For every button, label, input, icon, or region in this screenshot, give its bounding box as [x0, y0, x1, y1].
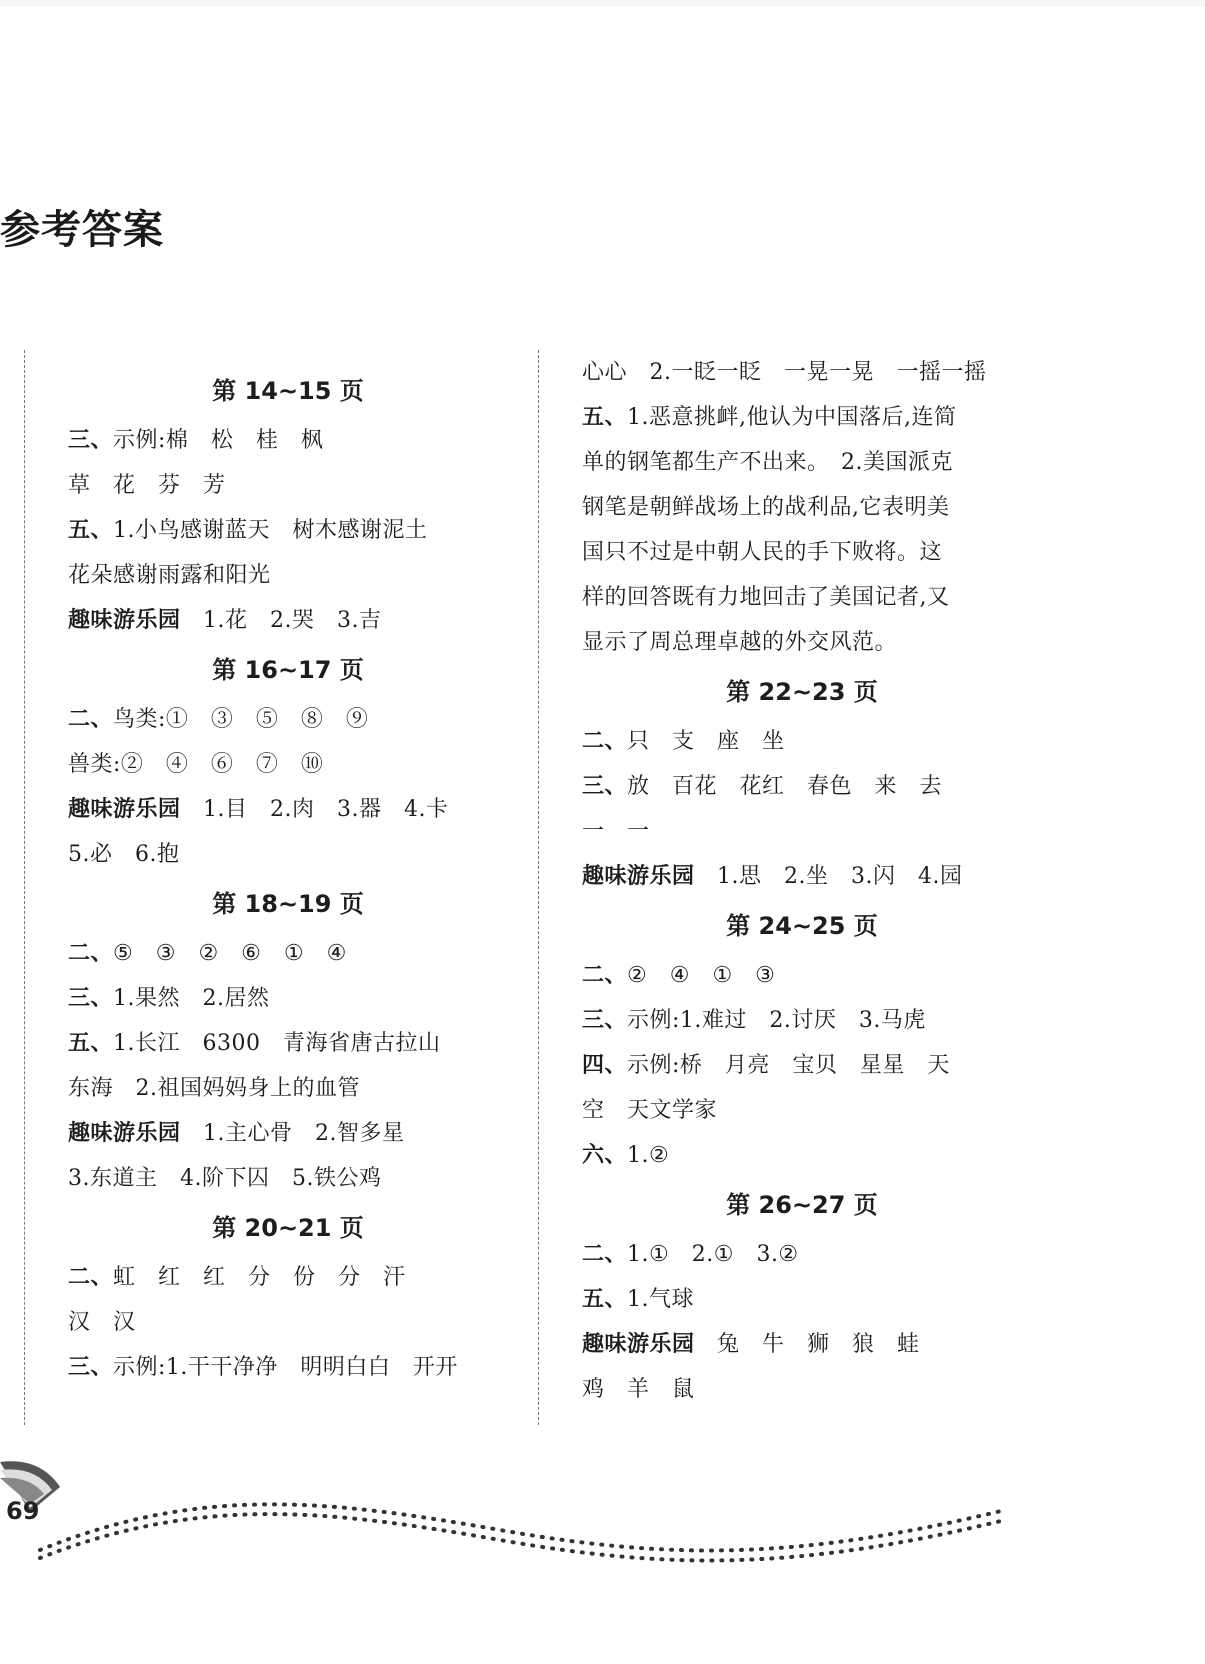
question-label: 趣味游乐园	[68, 608, 181, 633]
answer-line	[68, 1111, 508, 1156]
answer-line	[582, 1232, 1022, 1277]
answer-text: 1.恶意挑衅,他认为中国落后,连简	[627, 405, 957, 430]
answer-text: 示例:1.干干净净 明明白白 开开	[113, 1355, 458, 1380]
answer-text: 汉 汉	[68, 1310, 136, 1335]
answer-text: 兔 牛 狮 狼 蛙	[694, 1332, 920, 1357]
answer-text: 钢笔是朝鲜战场上的战利品,它表明美	[582, 495, 950, 520]
answer-line	[68, 1300, 508, 1345]
answer-line	[582, 440, 1022, 485]
answer-line	[582, 350, 1022, 395]
answer-line	[68, 1255, 508, 1300]
answer-line	[582, 1367, 1022, 1412]
question-label: 四、	[582, 1053, 628, 1078]
answer-text: ② ④ ① ③	[627, 963, 776, 988]
left-margin-divider	[24, 350, 25, 1425]
answer-text: 单的钢笔都生产不出来。 2.美国派克	[582, 450, 953, 475]
section-heading: 第 24~25 页	[726, 912, 878, 940]
answer-text: 兽类:② ④ ⑥ ⑦ ⑩	[68, 752, 324, 777]
answer-text: 1.花 2.哭 3.吉	[180, 608, 382, 633]
answer-line	[68, 1021, 508, 1066]
answer-line	[582, 1133, 1022, 1178]
answer-text: 3.东道主 4.阶下囚 5.铁公鸡	[68, 1166, 382, 1191]
answer-line	[68, 931, 508, 976]
answer-text: 1.目 2.肉 3.器 4.卡	[180, 797, 449, 822]
answer-line	[582, 998, 1022, 1043]
answer-text: 一 一	[582, 819, 650, 844]
answer-line	[68, 418, 508, 463]
answer-text: 1.主心骨 2.智多星	[180, 1121, 405, 1146]
question-label: 三、	[582, 774, 628, 799]
dotted-wave-decoration	[0, 1490, 1010, 1570]
right-answer-column	[582, 350, 1022, 1412]
question-label: 六、	[582, 1143, 628, 1168]
answer-line	[582, 809, 1022, 854]
question-label: 三、	[582, 1008, 628, 1033]
question-label: 趣味游乐园	[68, 1121, 181, 1146]
question-label: 二、	[582, 729, 628, 754]
question-label: 三、	[68, 1355, 114, 1380]
answer-text: 显示了周总理卓越的外交风范。	[582, 630, 898, 655]
answer-line	[582, 719, 1022, 764]
answer-line	[68, 1156, 508, 1201]
answer-text: 样的回答既有力地回击了美国记者,又	[582, 585, 950, 610]
answer-line	[582, 953, 1022, 998]
answer-line	[68, 787, 508, 832]
answer-text: 国只不过是中朝人民的手下败将。这	[582, 540, 943, 565]
answer-line	[582, 575, 1022, 620]
answer-line	[68, 508, 508, 553]
answer-line	[582, 395, 1022, 440]
top-edge	[0, 0, 1205, 6]
answer-text: 鸡 羊 鼠	[582, 1377, 695, 1402]
question-label: 五、	[582, 1287, 628, 1312]
answer-line	[582, 1322, 1022, 1367]
answer-line	[68, 1345, 508, 1390]
answer-text: 示例:棉 松 桂 枫	[113, 428, 324, 453]
question-label: 五、	[68, 1031, 114, 1056]
question-label: 五、	[68, 518, 114, 543]
answer-text: 虹 红 红 分 份 分 汗	[113, 1265, 406, 1290]
question-label: 三、	[68, 428, 114, 453]
question-label: 趣味游乐园	[68, 797, 181, 822]
answer-line	[68, 697, 508, 742]
answer-text: 东海 2.祖国妈妈身上的血管	[68, 1076, 360, 1101]
answer-text: 示例:桥 月亮 宝贝 星星 天	[627, 1053, 950, 1078]
answer-line	[582, 530, 1022, 575]
answer-text: 1.① 2.① 3.②	[627, 1242, 799, 1267]
page-title: 参考答案	[0, 207, 164, 253]
section-heading: 第 20~21 页	[212, 1214, 364, 1242]
answer-text: 1.②	[627, 1143, 670, 1168]
answer-text: 花朵感谢雨露和阳光	[68, 563, 271, 588]
answer-line	[582, 1277, 1022, 1322]
page-number: 69	[6, 1497, 40, 1525]
question-label: 三、	[68, 986, 114, 1011]
answer-line	[68, 553, 508, 598]
question-label: 趣味游乐园	[582, 1332, 695, 1357]
question-label: 趣味游乐园	[582, 864, 695, 889]
left-answer-column	[68, 364, 508, 1390]
column-divider	[538, 350, 539, 1425]
question-label: 五、	[582, 405, 628, 430]
question-label: 二、	[68, 1265, 114, 1290]
answer-text: 只 支 座 坐	[627, 729, 785, 754]
answer-text: 1.思 2.坐 3.闪 4.园	[694, 864, 963, 889]
answer-line	[68, 598, 508, 643]
answer-text: 鸟类:① ③ ⑤ ⑧ ⑨	[113, 707, 369, 732]
answer-text: 放 百花 花红 春色 来 去	[627, 774, 943, 799]
answer-text: 空 天文学家	[582, 1098, 718, 1123]
section-heading: 第 26~27 页	[726, 1191, 878, 1219]
section-heading: 第 14~15 页	[212, 377, 364, 405]
section-heading: 第 16~17 页	[212, 656, 364, 684]
question-label: 二、	[68, 941, 114, 966]
answer-line	[582, 485, 1022, 530]
answer-line	[68, 463, 508, 508]
section-heading: 第 22~23 页	[726, 678, 878, 706]
answer-line	[582, 1043, 1022, 1088]
answer-line	[68, 832, 508, 877]
answer-line	[582, 854, 1022, 899]
answer-text: 示例:1.难过 2.讨厌 3.马虎	[627, 1008, 926, 1033]
answer-line	[582, 620, 1022, 665]
answer-line	[582, 764, 1022, 809]
answer-line	[68, 1066, 508, 1111]
answer-text: ⑤ ③ ② ⑥ ① ④	[113, 941, 347, 966]
answer-line	[582, 1088, 1022, 1133]
answer-text: 5.必 6.抱	[68, 842, 180, 867]
section-heading: 第 18~19 页	[212, 890, 364, 918]
answer-text: 1.气球	[627, 1287, 695, 1312]
answer-text: 1.长江 6300 青海省唐古拉山	[113, 1031, 441, 1056]
question-label: 二、	[68, 707, 114, 732]
answer-text: 1.果然 2.居然	[113, 986, 270, 1011]
answer-text: 草 花 芬 芳	[68, 473, 226, 498]
answer-line	[68, 976, 508, 1021]
answer-text: 1.小鸟感谢蓝天 树木感谢泥土	[113, 518, 428, 543]
question-label: 二、	[582, 1242, 628, 1267]
answer-text: 心心 2.一眨一眨 一晃一晃 一摇一摇	[582, 360, 987, 385]
answer-line	[68, 742, 508, 787]
question-label: 二、	[582, 963, 628, 988]
